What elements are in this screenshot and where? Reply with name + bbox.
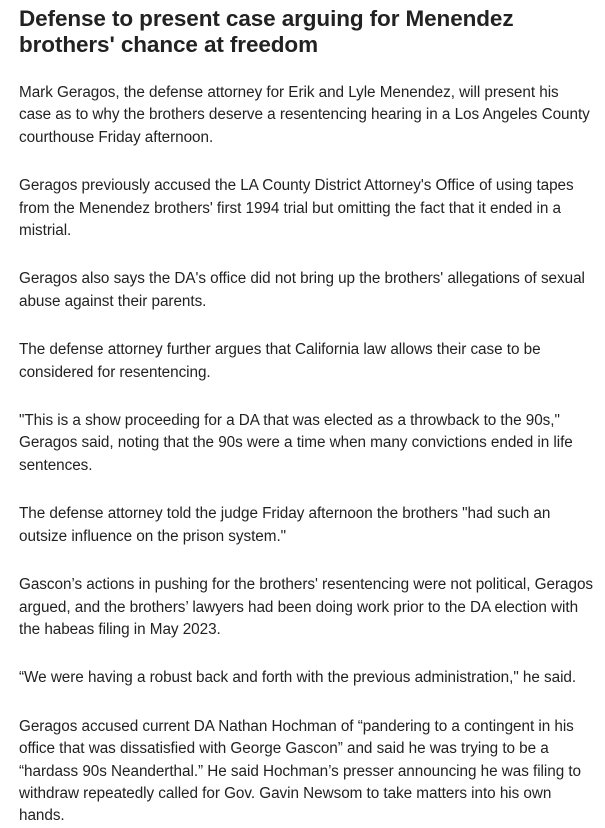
article-headline: Defense to present case arguing for Menendez brothers' chance at freedom [19,6,514,57]
article-paragraph: Gascon’s actions in pushing for the brothers' resentencing were not political, Geragos argued, and the brothers’ lawyers had been doing work prior to the DA election with the habeas filing in May 2023. [19,576,593,638]
article-paragraph: The defense attorney told the judge Friday afternoon the brothers "had such an outsize influence on the prison system." [19,505,551,545]
article-body [19,82,593,828]
article-paragraph: Geragos also says the DA's office did not bring up the brothers' allegations of sexual abuse against their parents. [19,270,585,310]
article-paragraph: Geragos previously accused the LA County District Attorney's Office of using tapes from the Menendez brothers' first 1994 trial but omitting the fact that it ended in a mistrial. [19,177,574,240]
article-paragraph: “We were having a robust back and forth with the previous administration," he said. [19,669,577,687]
article-paragraph: Mark Geragos, the defense attorney for Erik and Lyle Menendez, will present his case as to why the brothers deserve a resentencing hearing in a Los Angeles County courthouse Friday afternoon. [19,84,590,146]
article-paragraph: The defense attorney further argues that California law allows their case to be considered for resentencing. [19,341,541,381]
article-paragraph: "This is a show proceeding for a DA that was elected as a throwback to the 90s," Geragos said, noting that the 90s were a time when many convictions ended in life sentences. [19,412,573,474]
article-paragraph: Geragos accused current DA Nathan Hochman of “pandering to a contingent in his office that was dissatisfied with George Gascon” and said he was trying to be a “hardass 90s Neanderthal.” He said Hochman’s presser announcing he was filing to withdraw repeatedly called for Gov. Gavin Newsom to take matters into his own hands. [19,717,582,825]
